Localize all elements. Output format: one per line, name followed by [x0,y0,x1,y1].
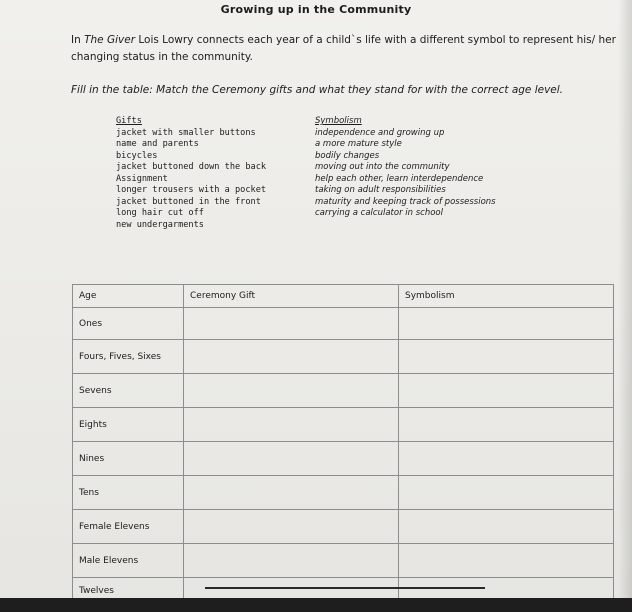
gift-answer-cell[interactable] [184,408,399,442]
table-row [73,374,614,408]
table-row [73,510,614,544]
table-row [73,476,614,510]
header-symbolism: Symbolism [399,285,614,308]
table-row [73,340,614,374]
gift-item: jacket buttoned in the front [116,196,261,207]
symbolism-answer-cell[interactable] [399,408,614,442]
table-row [73,544,614,578]
table-row [73,442,614,476]
gifts-heading: Gifts [116,116,142,126]
symbol-item: moving out into the community [315,162,450,172]
gift-answer-cell[interactable] [184,544,399,578]
age-cell: Sevens [73,374,184,408]
age-cell: Female Elevens [73,510,184,544]
gift-item: jacket buttoned down the back [116,162,267,172]
symbolism-answer-cell[interactable] [399,308,614,340]
symbolism-answer-cell[interactable] [399,510,614,544]
symbol-item: bodily changes [315,150,380,161]
table-row [73,308,614,340]
age-cell: Ones [73,308,184,340]
instruction-text: Fill in the table: Match the Ceremony gifts and what they stand for with the correct age level. [71,84,564,96]
book-title: The Giver [84,34,136,46]
gift-answer-cell[interactable] [184,340,399,374]
table-header-row [73,285,614,308]
age-cell: Eights [73,408,184,442]
symbol-item: a more mature style [315,139,402,149]
age-cell: Fours, Fives, Sixes [73,340,184,374]
photo-edge-shadow [618,0,632,612]
gift-item: Assignment [116,173,168,184]
gift-answer-cell[interactable] [184,476,399,510]
pen-mark-divider [205,587,485,589]
intro-suffix: Lois Lowry connects each year of a child`s life with a different symbol to represent his/ her changing status in the community. [71,34,616,63]
gifts-list [116,116,266,231]
age-cell: Tens [73,476,184,510]
symbol-item: help each other, learn interdependence [315,173,484,184]
age-cell: Twelves [73,578,184,605]
gift-item: bicycles [116,150,158,161]
age-cell: Nines [73,442,184,476]
symbolism-answer-cell[interactable] [399,340,614,374]
header-ceremony-gift: Ceremony Gift [184,285,399,308]
intro-prefix: In [71,34,85,46]
symbolism-answer-cell[interactable] [399,544,614,578]
gift-item: long hair cut off [116,208,204,218]
gift-answer-cell[interactable] [184,510,399,544]
gift-answer-cell[interactable] [184,374,399,408]
intro-paragraph [71,32,621,66]
symbol-item: independence and growing up [315,127,445,138]
symbol-item: carrying a calculator in school [315,208,443,218]
photo-bottom-edge [0,598,632,612]
symbol-item: taking on adult responsibilities [315,185,446,195]
header-age: Age [73,285,184,308]
symbolism-list [315,116,496,220]
gift-item: longer trousers with a pocket [116,185,267,195]
gift-item: new undergarments [116,219,204,230]
symbolism-answer-cell[interactable] [399,374,614,408]
gift-item: name and parents [116,139,199,149]
gift-item: jacket with smaller buttons [116,127,256,138]
symbol-item: maturity and keeping track of possessions [315,196,496,207]
symbolism-answer-cell[interactable] [399,476,614,510]
answer-table [72,284,614,604]
symbolism-answer-cell[interactable] [399,442,614,476]
gift-answer-cell[interactable] [184,442,399,476]
age-cell: Male Elevens [73,544,184,578]
table-row [73,408,614,442]
symbolism-heading: Symbolism [315,116,362,126]
gift-answer-cell[interactable] [184,308,399,340]
page-title: Growing up in the Community [220,3,412,16]
